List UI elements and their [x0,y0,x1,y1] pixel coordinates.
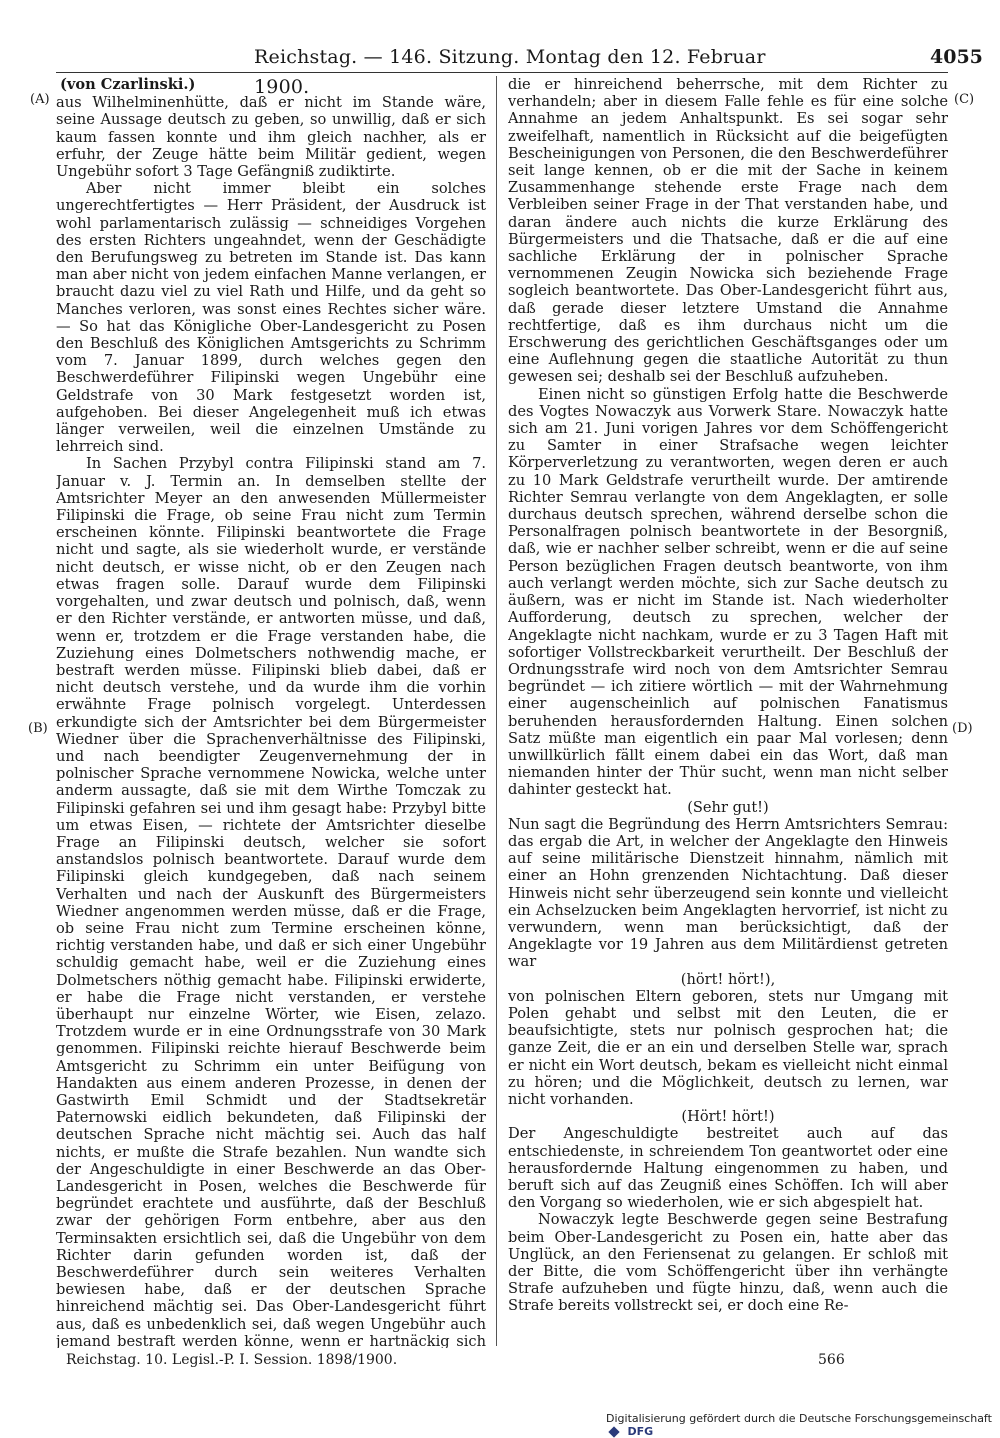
header-title: Reichstag. — 146. Sitzung. Montag den 12. Februar 1900. [254,46,766,98]
paragraph: aus Wilhelminenhütte, daß er nicht im Stande wäre, seine Aussage deutsch zu geben, so unwillig, daß er sich kaum fassen konnte und ihm gleich nachher, als er erfuhr, der Zeuge hätte beim Militär gedient, wegen Ungebühr sofort 3 Tage Gefängniß zudiktirte. [56,94,486,181]
digitization-credit [606,1412,1000,1438]
dfg-logo-text: DFG [627,1425,654,1438]
credit-text: Digitalisierung gefördert durch die Deutsche Forschungsgemeinschaft [606,1412,992,1425]
paragraph: die er hinreichend beherrsche, mit dem Richter zu verhandeln; aber in diesem Falle fehle es für eine solche Annahme an jedem Anhaltspunkt. Es sei sogar sehr zweifelhaft, namentlich in Rücksicht auf die beigefügten Bescheinigungen von Personen, die den Beschwerdeführer seit lange kennen, ob er die mit der Sache in keinem Zusammenhange stehende erste Frage nach dem Verbleiben seiner Frage in der That verstanden habe, und daran ändere auch nichts die kurze Erklärung des Bürgermeisters und die Thatsache, daß er die auf eine sachliche Erklärung der in polnischer Sprache vernommenen Zeugin Nowicka sich beziehende Frage sogleich beantwortete. Das Ober-Landesgericht führt aus, daß gerade dieser letztere Umstand die Annahme rechtfertige, daß es ihm durchaus nicht um die Erschwerung des gerichtlichen Geschäftsganges oder um eine Auflehnung gegen die staatliche Autorität zu thun gewesen sei; deshalb sei der Beschluß aufzuheben. [508,76,948,386]
interjection: (Hört! hört!) [681,1108,775,1126]
margin-mark-d: (D) [952,721,973,736]
paragraph: Einen nicht so günstigen Erfolg hatte die Beschwerde des Vogtes Nowaczyk aus Vorwerk Stare. Nowaczyk hatte sich am 21. Juni vorigen Jahres vor dem Schöffengericht zu Samter in einer Strafsache wegen leichter Körperverletzung zu verantworten, wegen deren er auch zu 10 Mark Geldstrafe verurtheilt wurde. Der amtirende Richter Semrau verlangte von dem Angeklagten, er solle durchaus deutsch sprechen, während derselbe schon die Personalfragen polnisch beantwortete in der Besorgniß, daß, wie er nachher selber schreibt, wenn er die auf seine Person bezüglichen Fragen deutsch beantworte, von ihm auch verlangt werden möchte, sich zur Sache deutsch zu äußern, was er nicht im Stande ist. Nach wiederholter Aufforderung, deutsch zu sprechen, welcher der Angeklagte nicht nachkam, wurde er zu 3 Tagen Haft mit sofortiger Vollstreckbarkeit verurtheilt. Der Beschluß der Ordnungsstrafe wird noch von dem Amtsrichter Semrau begründet — ich zitiere wörtlich — mit der Wahrnehmung einer augenscheinlich auf polnischen Fanatismus beruhenden herausfordernden Haltung. Einen solchen Satz müßte man eigentlich ein paar Mal vorlesen; denn unwillkürlich fällt einem dabei ein das Wort, daß man niemanden hinter der Thür sucht, wenn man nicht selber dahinter gesteckt hat. [508,385,948,799]
margin-mark-a: (A) [30,92,50,107]
margin-mark-c: (C) [954,92,975,107]
paragraph: Nowaczyk legte Beschwerde gegen seine Bestrafung beim Ober-Landesgericht zu Posen ein, hatte aber das Unglück, an den Feriensenat zu gelangen. Er schloß mit der Bitte, die vom Schöffengericht über ihn verhängte Strafe aufzuheben und fügte hinzu, daß, wenn auch die Strafe bereits vollstreckt sei, er doch eine Re- [508,1211,948,1315]
margin-mark-b: (B) [28,721,48,736]
interjection: (Sehr gut!) [687,798,769,816]
page-number: 4055 [930,46,983,68]
speaker-label: (von Czarlinski.) [60,76,196,93]
paragraph: Der Angeschuldigte bestreitet auch auf das entschiedenste, in schreiendem Ton geantwortet oder eine herausfordernde Haltung eingenommen zu haben, und beruft sich auf das Zeugniß eines Schöffen. Ich will aber den Vorgang so wiederholen, wie er sich abgespielt hat. [508,1125,948,1212]
paragraph: Nun sagt die Begründung des Herrn Amtsrichters Semrau: das ergab die Art, in welcher der Angeklagte den Hinweis auf seine militärische Dienstzeit hinnahm, nämlich mit einer an Hohn grenzenden Nichtachtung. Daß dieser Hinweis nicht sehr überzeugend sein konnte und vielleicht ein Achselzucken beim Angeklagten hervorrief, ist nicht zu verwundern, wenn man berücksichtigt, daß der Angeklagte vor 19 Jahren aus dem Militärdienst getreten war [508,815,948,971]
dfg-logo-icon [608,1426,619,1437]
column-divider [496,76,497,1346]
paragraph: Aber nicht immer bleibt ein solches ungerechtfertigtes — Herr Präsident, der Ausdruck ist wohl parlamentarisch zulässig — schneidiges Vorgehen des ersten Richters ungeahndet, wenn der Geschädigte den Berufungsweg zu betreten im Stande ist. Das kann man aber nicht von jedem einfachen Manne verlangen, er braucht dazu viel zu viel Rath und Hilfe, und da geht so Manches verloren, was sonst eines Rechtes sicher wäre. — So hat das Königliche Ober-Landesgericht zu Posen den Beschluß des Königlichen Amtsgerichts zu Schrimm vom 7. Januar 1899, durch welches gegen den Beschwerdeführer Filipinski wegen Ungebühr eine Geldstrafe von 30 Mark festgesetzt worden ist, aufgehoben. Bei dieser Angelegenheit muß ich etwas länger verweilen, weil die einzelnen Umstände zu lehrreich sind. [56,180,486,456]
left-column [56,76,486,1348]
right-column [508,76,948,1348]
paragraph: In Sachen Przybyl contra Filipinski stand am 7. Januar v. J. Termin an. In demselben stellte der Amtsrichter Meyer an den anwesenden Müllermeister Filipinski die Frage, ob seine Frau nicht zum Termin erscheinen könnte. Filipinski beantwortete die Frage nicht und sagte, als sie wiederholt wurde, er verstände nicht deutsch, er wisse nicht, ob er den Zeugen nach etwas fragen solle. Darauf wurde dem Filipinski vorgehalten, und zwar deutsch und polnisch, daß, wenn er den Richter verstände, er antworten müsse, und daß, wenn er, trotzdem er die Frage verstanden habe, die Zuziehung eines Dolmetschers nothwendig mache, er bestraft werden müsse. Filipinski blieb dabei, daß er nicht deutsch verstehe, und da wurde ihm die vorhin erwähnte Frage polnisch vorgelegt. Unterdessen erkundigte sich der Amtsrichter bei dem Bürgermeister Wiedner über die Sprachenverhältnisse des Filipinski, und nach beendigter Zeugenvernehmung der in polnischer Sprache vernommene Nowicka, welche unter anderm aussagte, daß sie mit dem Wirthe Tomczak zu Filipinski gefahren sei und ihm gesagt habe: Przybyl bitte um etwas Eisen, — richtete der Amtsrichter dieselbe Frage an Filipinski deutsch, welcher sie sofort anstandslos polnisch beantwortete. Darauf wurde dem Filipinski gleich kundgegeben, daß nach seinem Verhalten und nach der Auskunft des Bürgermeisters Wiedner angenommen werden müsse, daß er die Frage, ob seine Frau nicht zum Termine erscheinen könne, richtig verstanden habe, und daß er sich einer Ungebühr schuldig gemacht habe, weil er die Zuziehung eines Dolmetschers nöthig gemacht habe. Filipinski erwiderte, er habe die Frage nicht verstanden, er verstehe überhaupt nur einzelne Wörter, wie Eisen, zelazo. Trotzdem wurde er in eine Ordnungsstrafe von 30 Mark genommen. Filipinski reichte hierauf Beschwerde beim Amtsgericht zu Schrimm ein unter Beifügung von Handakten aus einem anderen Prozesse, in denen der Gastwirth Emil Schmidt und der Stadtsekretär Paternowski eidlich bekundeten, daß Filipinski der deutschen Sprache nicht mächtig sei. Auch das half nichts, er mußte die Strafe bezahlen. Nun wandte sich der Angeschuldigte in einer Beschwerde an das Ober-Landesgericht in Posen, welches die Beschwerde für begründet erachtete und ausführte, daß der Beschluß zwar der gehörigen Form entbehre, aber aus den Terminsakten ersichtlich sei, daß die Ungebühr von dem Richter darin gefunden worden ist, daß der Beschwerdeführer durch sein weiteres Verhalten bewiesen habe, daß er der deutschen Sprache hinreichend mächtig sei. Das Ober-Landesgericht führt aus, daß es unbedenklich sei, daß wegen Ungebühr auch jemand bestraft werden könne, wenn er hartnäckig sich [56,455,486,1348]
paragraph: von polnischen Eltern geboren, stets nur Umgang mit Polen gehabt und selbst mit den Leuten, die er beaufsichtigte, stets nur polnisch gesprochen hat; die ganze Zeit, die er an ein und derselben Stelle war, sprach er nicht ein Wort deutsch, bekam es vielleicht nicht einmal zu hören; und die Möglichkeit, deutsch zu lernen, war nicht vorhanden. [508,987,948,1108]
interjection: (hört! hört!), [680,970,776,988]
footer-session-info: Reichstag. 10. Legisl.-P. I. Session. 1898/1900. [66,1352,398,1368]
header-rule [56,72,948,73]
footer-sheet-number: 566 [818,1352,845,1368]
